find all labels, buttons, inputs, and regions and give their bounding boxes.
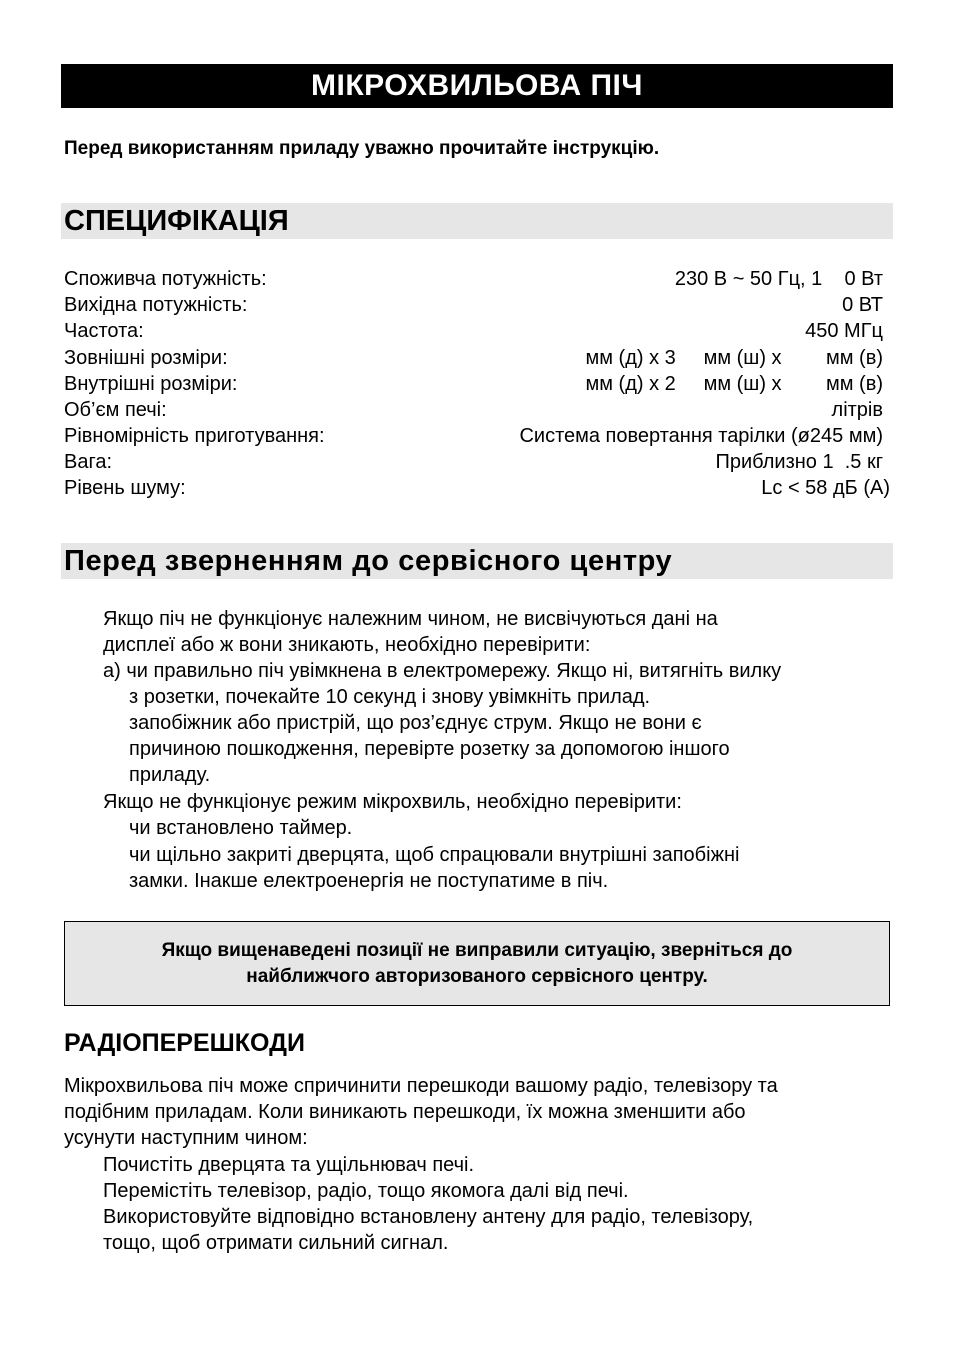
service-notice-box [64, 921, 890, 1006]
spec-row-frequency [64, 318, 890, 344]
spec-value: мм (д) x 3 мм (ш) x мм (в) [585, 347, 883, 369]
service-line: Якщо не функціонує режим мікрохвиль, необхідно перевірити: [103, 791, 682, 813]
service-line: дисплеї або ж вони зникають, необхідно перевірити: [103, 634, 591, 656]
spec-value: Система повертання тарілки (ø245 мм) [519, 425, 883, 447]
radio-line: подібним приладам. Коли виникають перешкоди, їх можна зменшити або [64, 1101, 746, 1123]
spec-label: Вихідна потужність: [64, 294, 248, 316]
spec-value: Приблизно 1 .5 кг [715, 451, 883, 473]
intro-text: Перед використанням приладу уважно прочитайте інструкцію. [64, 138, 660, 159]
spec-row-noise [64, 475, 890, 501]
service-line: чи встановлено таймер. [129, 817, 353, 839]
service-line: з розетки, почекайте 10 секунд і знову увімкніть прилад. [129, 686, 651, 708]
page-title: МІКРОХВИЛЬОВА ПІЧ [61, 64, 893, 108]
service-line: причиною пошкодження, перевірте розетку за допомогою іншого [129, 738, 730, 760]
spec-row-inner-size [64, 371, 890, 397]
spec-label: Зовнішні розміри: [64, 347, 228, 369]
spec-value: 0 ВТ [842, 294, 883, 316]
spec-label: Споживча потужність: [64, 268, 267, 290]
radio-line: Почистіть дверцята та ущільнювач печі. [103, 1154, 475, 1176]
spec-row-volume [64, 397, 890, 423]
service-line: замки. Інакше електроенергія не поступатиме в піч. [129, 870, 609, 892]
spec-label: Рівномірність приготування: [64, 425, 325, 447]
notice-line: Якщо вищенаведені позиції не виправили ситуацію, зверніться до [161, 939, 793, 961]
service-line: а) чи правильно піч увімкнена в електромережу. Якщо ні, витягніть вилку [103, 660, 782, 682]
spec-row-cooking-uniformity [64, 423, 890, 449]
radio-line: тощо, щоб отримати сильний сигнал. [103, 1232, 449, 1254]
spec-value: 450 МГц [805, 320, 883, 342]
spec-value: мм (д) x 2 мм (ш) x мм (в) [585, 373, 883, 395]
radio-line: Перемістіть телевізор, радіо, тощо якомога далі від печі. [103, 1180, 629, 1202]
notice-line: найближчого авторизованого сервісного центру. [246, 965, 708, 987]
radio-line: усунути наступним чином: [64, 1127, 308, 1149]
spec-row-power-input [64, 266, 890, 292]
spec-row-power-output [64, 292, 890, 318]
service-heading: Перед зверненням до сервісного центру [61, 543, 893, 579]
spec-row-outer-size [64, 345, 890, 371]
spec-label: Об’єм печі: [64, 399, 167, 421]
spec-label: Частота: [64, 320, 144, 342]
service-line: чи щільно закриті дверцята, щоб спрацювали внутрішні запобіжні [129, 844, 740, 866]
spec-label: Внутрішні розміри: [64, 373, 238, 395]
radio-heading: РАДІОПЕРЕШКОДИ [64, 1029, 305, 1057]
service-line: запобіжник або пристрій, що роз’єднує струм. Якщо не вони є [129, 712, 702, 734]
spec-row-weight [64, 449, 890, 475]
spec-value: 230 В ~ 50 Гц, 1 0 Вт [674, 268, 883, 290]
radio-line: Мікрохвильова піч може спричинити перешкоди вашому радіо, телевізору та [64, 1075, 778, 1097]
service-line: Якщо піч не функціонує належним чином, не висвічуються дані на [103, 608, 718, 630]
spec-value: літрів [831, 399, 883, 421]
spec-value: Lc < 58 дБ (А) [761, 477, 890, 499]
spec-heading: СПЕЦИФІКАЦІЯ [61, 203, 893, 239]
radio-line: Використовуйте відповідно встановлену антену для радіо, телевізору, [103, 1206, 754, 1228]
spec-label: Вага: [64, 451, 112, 473]
service-line: приладу. [129, 764, 211, 786]
spec-label: Рівень шуму: [64, 477, 186, 499]
